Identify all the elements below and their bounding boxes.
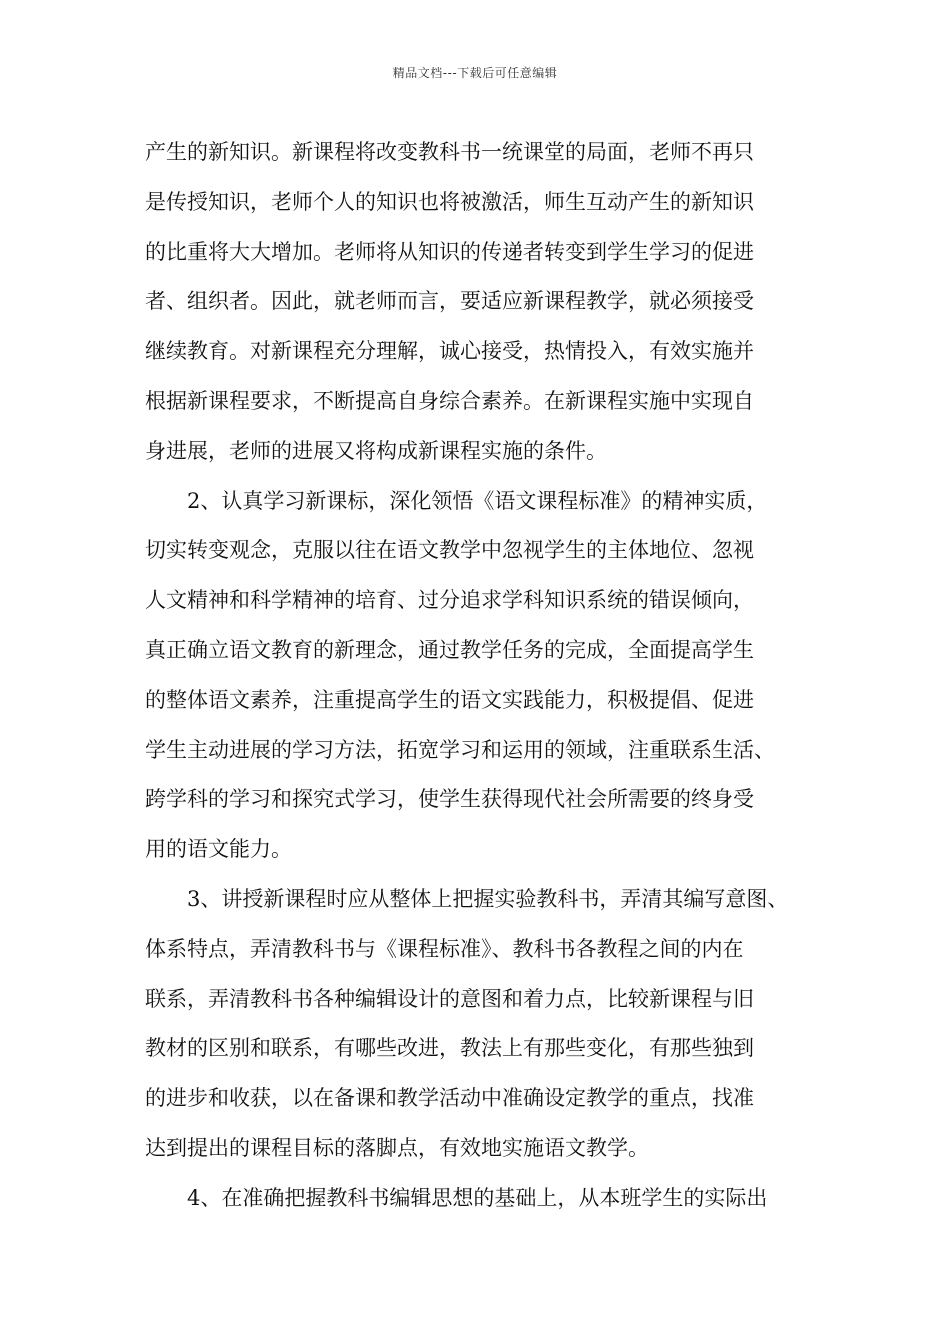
paragraph-2-line-2: 切实转变观念，克服以往在语文教学中忽视学生的主体地位、忽视	[145, 538, 754, 563]
paragraph-2-line-4: 真正确立语文教育的新理念，通过教学任务的完成，全面提高学生	[145, 637, 754, 662]
paragraph-3-line-3: 联系，弄清教科书各种编辑设计的意图和着力点，比较新课程与旧	[145, 986, 754, 1011]
paragraph-1-line-7: 身进展，老师的进展又将构成新课程实施的条件。	[145, 438, 607, 463]
page-header: 精品文档---下载后可任意编辑	[392, 66, 558, 80]
paragraph-3-line-6: 达到提出的课程目标的落脚点，有效地实施语文教学。	[145, 1135, 649, 1160]
paragraph-1-line-5: 继续教育。对新课程充分理解，诚心接受，热情投入，有效实施并	[145, 339, 754, 364]
paragraph-2-line-1: 2、认真学习新课标，深化领悟《语文课程标准》的精神实质，	[187, 488, 768, 513]
paragraph-2-line-3: 人文精神和科学精神的培育、过分追求学科知识系统的错误倾向，	[145, 588, 754, 613]
paragraph-1-line-6: 根据新课程要求，不断提高自身综合素养。在新课程实施中实现自	[145, 388, 754, 413]
paragraph-4-line-1: 4、在准确把握教科书编辑思想的基础上，从本班学生的实际出	[187, 1185, 768, 1210]
paragraph-1-line-2: 是传授知识，老师个人的知识也将被激活，师生互动产生的新知识	[145, 189, 754, 214]
paragraph-3-line-1: 3、讲授新课程时应从整体上把握实验教科书，弄清其编写意图、	[187, 886, 789, 911]
paragraph-1-line-3: 的比重将大大增加。老师将从知识的传递者转变到学生学习的促进	[145, 239, 754, 264]
paragraph-3-line-2: 体系特点，弄清教科书与《课程标准》、教科书各教程之间的内在	[145, 936, 744, 961]
paragraph-2-line-8: 用的语文能力。	[145, 837, 292, 862]
paragraph-2-line-6: 学生主动进展的学习方法，拓宽学习和运用的领域，注重联系生活、	[145, 737, 775, 762]
paragraph-3-line-5: 的进步和收获，以在备课和教学活动中准确设定教学的重点，找准	[145, 1086, 754, 1111]
document-body	[145, 128, 835, 1224]
paragraph-2-line-5: 的整体语文素养，注重提高学生的语文实践能力，积极提倡、促进	[145, 687, 754, 712]
paragraph-3-line-4: 教材的区别和联系，有哪些改进，教法上有那些变化，有那些独到	[145, 1036, 754, 1061]
paragraph-1-line-4: 者、组织者。因此，就老师而言，要适应新课程教学，就必须接受	[145, 289, 754, 314]
paragraph-1-line-1: 产生的新知识。新课程将改变教科书一统课堂的局面，老师不再只	[145, 140, 754, 164]
paragraph-2-line-7: 跨学科的学习和探究式学习，使学生获得现代社会所需要的终身受	[145, 787, 754, 812]
